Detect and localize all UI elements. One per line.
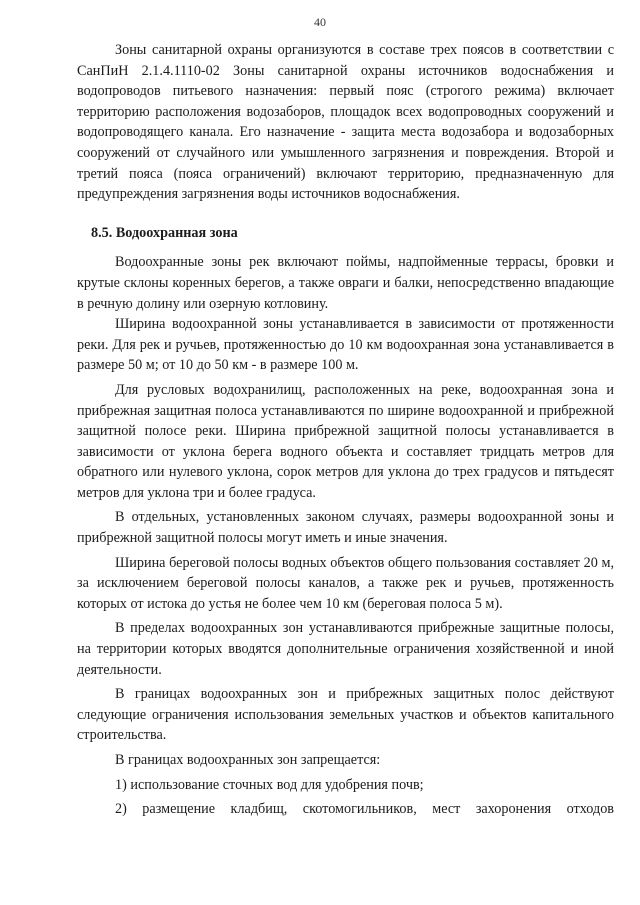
- paragraph: Ширина береговой полосы водных объектов общего пользования составляет 20 м, за исключением береговой полосы каналов, а также рек и ручьев, протяженность которых от истока до устья не более чем 10 км (береговая полоса 5 м).: [77, 554, 614, 612]
- paragraph: В границах водоохранных зон запрещается:: [115, 752, 381, 768]
- document-body: [77, 40, 614, 820]
- page-number: 40: [314, 15, 326, 29]
- paragraph: В отдельных, установленных законом случаях, размеры водоохранной зоны и прибрежной защитной полосы могут иметь и иные значения.: [77, 509, 614, 547]
- intro-paragraph: Зоны санитарной охраны организуются в составе трех поясов в соответствии с СанПиН 2.1.4.1110-02 Зоны санитарной охраны источников водоснабжения и водопроводов питьевого назначения: первый пояс (строгого режима) включает территорию расположения водозаборов, площадок всех водопроводных сооружений и водопроводящего канала. Его назначение - защита места водозабора и водозаборных сооружений от случайного или умышленного загрязнения и повреждения. Второй и третий пояса (пояса ограничений) включают территорию, предназначенную для предупреждения загрязнения воды источников водоснабжения.: [77, 42, 614, 203]
- paragraph: В пределах водоохранных зон устанавливаются прибрежные защитные полосы, на территории которых вводятся дополнительные ограничения хозяйственной и иной деятельности.: [77, 620, 614, 678]
- list-item: 2) размещение кладбищ, скотомогильников, мест захоронения отходов: [115, 801, 614, 818]
- paragraph: Для русловых водохранилищ, расположенных на реке, водоохранная зона и прибрежная защитная полоса устанавливаются по ширине водоохранной и прибрежной защитной полосе реки. Ширина прибрежной защитной полосы устанавливается в зависимости от уклона берега водного объекта и составляет тридцать метров для обратного или нулевого уклона, сорок метров для уклона до трех градусов и пятьдесят метров для уклона три и более градуса.: [77, 381, 614, 501]
- paragraph: В границах водоохранных зон и прибрежных защитных полос действуют следующие ограничения использования земельных участков и объектов капитального строительства.: [77, 686, 614, 744]
- paragraph: Водоохранные зоны рек включают поймы, надпойменные террасы, бровки и крутые склоны коренных берегов, а также овраги и балки, непосредственно впадающие в речную долину или озерную котловину.: [77, 254, 614, 312]
- list-item: 1) использование сточных вод для удобрения почв;: [115, 776, 424, 793]
- section-heading: 8.5. Водоохранная зона: [91, 224, 238, 241]
- paragraph: Ширина водоохранной зоны устанавливается в зависимости от протяженности реки. Для рек и ручьев, протяженностью до 10 км водоохранная зона устанавливается в размере 50 м; от 10 до 50 км - в размере 100 м.: [77, 316, 614, 374]
